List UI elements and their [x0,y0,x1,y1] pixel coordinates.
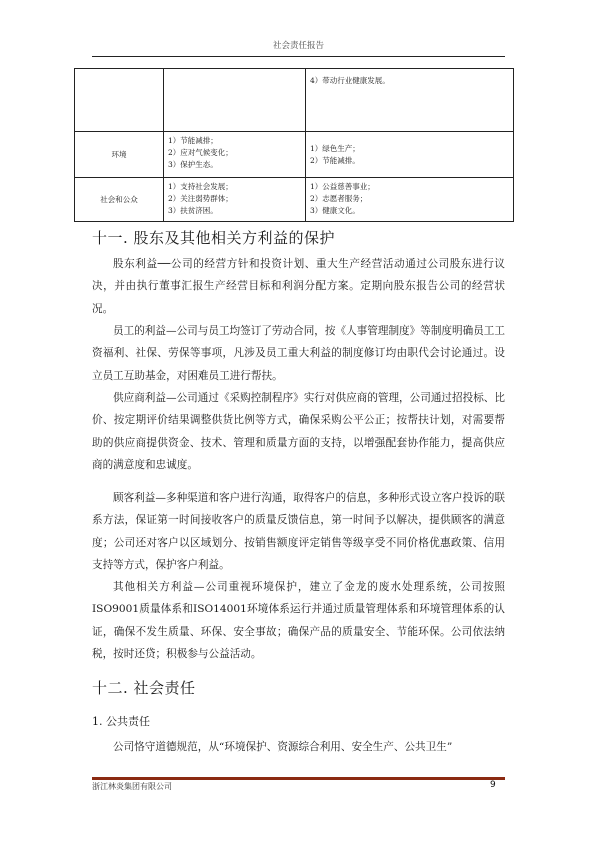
table-row [75,178,514,222]
paragraph-shareholder: 股东利益──公司的经营方针和投资计划、重大生产经营活动通过公司股东进行议决，并由执行董事汇报生产经营目标和利润分配方案。定期向股东报告公司的经营状况。 [92,258,505,315]
table-row [75,69,514,132]
table-cell-text: 4）带动行业健康发展。 [310,76,390,85]
subsection-heading: 1. 公共责任 [92,715,150,728]
paragraph-public-responsibility: 公司恪守道德规范，从“环境保护、资源综合利用、安全生产、公共卫生” [113,741,453,753]
table-cell-text: 2）关注弱势群体； [168,194,233,203]
table-cell-category: 社会和公众 [75,178,164,222]
table-cell-text: 2）志愿者服务； [310,194,368,203]
stakeholder-table [74,68,514,222]
table-cell-text: 1）公益慈善事业； [310,182,375,191]
table-cell-text: 1）节能减排； [168,136,218,145]
table-cell-right [306,178,514,222]
table-cell-right [306,69,514,132]
paragraph-employee: 员工的利益—公司与员工均签订了劳动合同，按《人事管理制度》等制度明确员工工资福利、社保、劳保等事项，凡涉及员工重大利益的制度修订均由职代会讨论通过。设立员工互助基金，对困难员工进行帮扶。 [92,325,505,382]
table-cell-text: 3）扶贫济困。 [168,206,218,215]
running-header [92,40,505,57]
table-cell-text: 2）应对气候变化； [168,148,233,157]
footer-rule [92,777,505,780]
table-cell-text: 2）节能减排。 [310,155,360,165]
table-cell-category [75,69,164,132]
table-cell-text: 1）绿色生产； [310,143,360,153]
table-cell-right [306,132,514,178]
header-title: 社会责任报告 [272,41,324,51]
paragraph-other-stakeholders: 其他相关方利益—公司重视环境保护，建立了金龙的废水处理系统，公司按照ISO9001质量体系和ISO14001环境体系运行并通过质量管理体系和环境管理体系的认证，确保不发生质量、环保、安全事故；确保产品的质量安全、节能环保。公司依法纳税，按时还贷；积极参与公益活动。 [92,581,505,660]
table-cell-left [164,132,306,178]
paragraph-supplier: 供应商利益—公司通过《采购控制程序》实行对供应商的管理，公司通过招投标、比价、按定期评价结果调整供货比例等方式，确保采购公平公正；按帮扶计划，对需要帮助的供应商提供资金、技术、管理和质量方面的支持，以增强配套协作能力，提高供应商的满意度和忠诚度。 [92,392,505,471]
section-11-heading: 十一. 股东及其他相关方利益的保护 [92,229,336,247]
table-cell-text: 1）支持社会发展； [168,182,233,191]
table-cell-left [164,69,306,132]
paragraph-customer: 顾客利益—多种渠道和客户进行沟通，取得客户的信息，多种形式设立客户投诉的联系方法，保证第一时间接收客户的质量反馈信息，第一时间予以解决，提供顾客的满意度；公司还对客户以区域划分、按销售额度评定销售等级享受不同价格优惠政策、信用支持等方式，保护客户利益。 [92,492,505,571]
table-cell-left [164,178,306,222]
footer-company: 浙江林炎集团有限公司 [92,782,172,791]
section-12-heading: 十二. 社会责任 [92,679,196,697]
table-cell-text: 3）健康文化。 [310,206,360,215]
table-cell-text: 3）保护生态。 [168,160,218,169]
table-cell-category: 环境 [75,132,164,178]
page-number: 9 [490,780,496,790]
table-row [75,132,514,178]
